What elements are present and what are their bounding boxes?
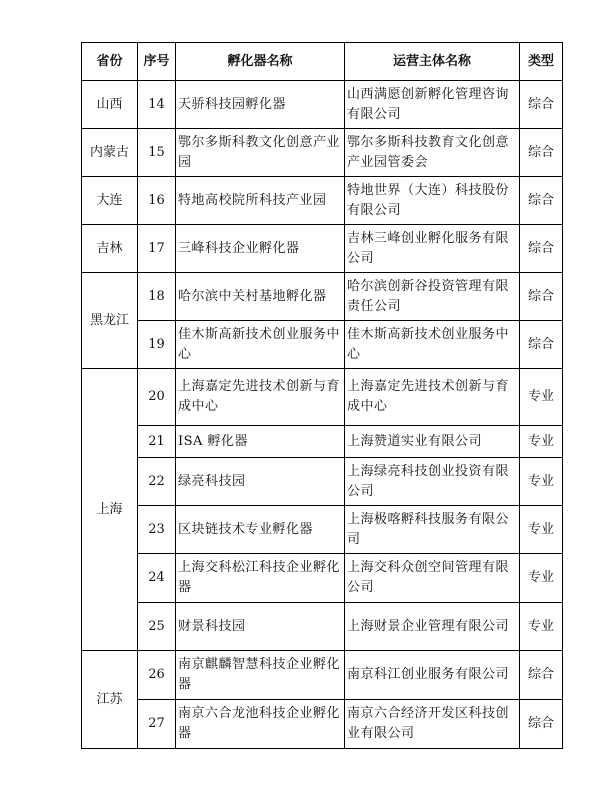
table-row bbox=[82, 369, 563, 426]
header-row bbox=[82, 43, 563, 81]
type-cell: 综合 bbox=[520, 651, 563, 700]
type-cell: 综合 bbox=[520, 273, 563, 321]
type-cell: 综合 bbox=[520, 177, 563, 225]
province-cell: 吉林 bbox=[82, 225, 138, 273]
row-number: 26 bbox=[138, 651, 176, 700]
operator-name: 上海绿亮科技创业投资有限公司 bbox=[345, 458, 520, 506]
type-cell: 综合 bbox=[520, 321, 563, 369]
row-number: 14 bbox=[138, 81, 176, 129]
table-row bbox=[82, 129, 563, 177]
type-cell: 综合 bbox=[520, 81, 563, 129]
table-row bbox=[82, 225, 563, 273]
type-cell: 综合 bbox=[520, 129, 563, 177]
header-incubator-name: 孵化器名称 bbox=[176, 43, 345, 81]
row-number: 21 bbox=[138, 426, 176, 458]
type-cell: 专业 bbox=[520, 506, 563, 554]
incubator-name: 三峰科技企业孵化器 bbox=[176, 225, 345, 273]
table-row bbox=[82, 458, 563, 506]
row-number: 24 bbox=[138, 554, 176, 603]
type-cell: 专业 bbox=[520, 603, 563, 651]
province-cell: 内蒙古 bbox=[82, 129, 138, 177]
table-row bbox=[82, 506, 563, 554]
operator-name: 南京六合经济开发区科技创业有限公司 bbox=[345, 700, 520, 749]
type-cell: 专业 bbox=[520, 369, 563, 426]
incubator-name: 区块链技术专业孵化器 bbox=[176, 506, 345, 554]
incubator-name: 上海嘉定先进技术创新与育成中心 bbox=[176, 369, 345, 426]
table-row bbox=[82, 321, 563, 369]
header-type: 类型 bbox=[520, 43, 563, 81]
operator-name: 上海嘉定先进技术创新与育成中心 bbox=[345, 369, 520, 426]
incubator-name: 哈尔滨中关村基地孵化器 bbox=[176, 273, 345, 321]
operator-name: 上海极喀孵科技服务有限公司 bbox=[345, 506, 520, 554]
incubator-name: 天骄科技园孵化器 bbox=[176, 81, 345, 129]
row-number: 17 bbox=[138, 225, 176, 273]
type-cell: 专业 bbox=[520, 458, 563, 506]
incubator-name: 特地高校院所科技产业园 bbox=[176, 177, 345, 225]
incubator-name: 鄂尔多斯科教文化创意产业园 bbox=[176, 129, 345, 177]
row-number: 22 bbox=[138, 458, 176, 506]
row-number: 27 bbox=[138, 700, 176, 749]
operator-name: 吉林三峰创业孵化服务有限公司 bbox=[345, 225, 520, 273]
type-cell: 综合 bbox=[520, 700, 563, 749]
row-number: 19 bbox=[138, 321, 176, 369]
row-number: 18 bbox=[138, 273, 176, 321]
operator-name: 上海财景企业管理有限公司 bbox=[345, 603, 520, 651]
table-row bbox=[82, 426, 563, 458]
incubator-name: ISA 孵化器 bbox=[176, 426, 345, 458]
province-cell: 江苏 bbox=[82, 651, 138, 749]
province-cell: 上海 bbox=[82, 369, 138, 651]
table-row bbox=[82, 700, 563, 749]
operator-name: 哈尔滨创新谷投资管理有限责任公司 bbox=[345, 273, 520, 321]
row-number: 23 bbox=[138, 506, 176, 554]
header-operator-name: 运营主体名称 bbox=[345, 43, 520, 81]
row-number: 20 bbox=[138, 369, 176, 426]
header-province: 省份 bbox=[82, 43, 138, 81]
operator-name: 佳木斯高新技术创业服务中心 bbox=[345, 321, 520, 369]
header-number: 序号 bbox=[138, 43, 176, 81]
operator-name: 鄂尔多斯科技教育文化创意产业园管委会 bbox=[345, 129, 520, 177]
incubator-name: 南京麒麟智慧科技企业孵化器 bbox=[176, 651, 345, 700]
table-row bbox=[82, 177, 563, 225]
row-number: 15 bbox=[138, 129, 176, 177]
table-row bbox=[82, 554, 563, 603]
province-cell: 黑龙江 bbox=[82, 273, 138, 369]
incubator-name: 绿亮科技园 bbox=[176, 458, 345, 506]
row-number: 16 bbox=[138, 177, 176, 225]
table-row bbox=[82, 273, 563, 321]
operator-name: 南京科江创业服务有限公司 bbox=[345, 651, 520, 700]
type-cell: 专业 bbox=[520, 426, 563, 458]
operator-name: 上海交科众创空间管理有限公司 bbox=[345, 554, 520, 603]
incubator-name: 佳木斯高新技术创业服务中心 bbox=[176, 321, 345, 369]
incubator-name: 上海交科松江科技企业孵化器 bbox=[176, 554, 345, 603]
incubator-table bbox=[81, 42, 563, 749]
incubator-name: 财景科技园 bbox=[176, 603, 345, 651]
table-row bbox=[82, 651, 563, 700]
province-cell: 山西 bbox=[82, 81, 138, 129]
province-cell: 大连 bbox=[82, 177, 138, 225]
operator-name: 上海赞道实业有限公司 bbox=[345, 426, 520, 458]
type-cell: 综合 bbox=[520, 225, 563, 273]
row-number: 25 bbox=[138, 603, 176, 651]
type-cell: 专业 bbox=[520, 554, 563, 603]
operator-name: 山西满愿创新孵化管理咨询有限公司 bbox=[345, 81, 520, 129]
table-row bbox=[82, 81, 563, 129]
operator-name: 特地世界（大连）科技股份有限公司 bbox=[345, 177, 520, 225]
incubator-name: 南京六合龙池科技企业孵化器 bbox=[176, 700, 345, 749]
table-row bbox=[82, 603, 563, 651]
